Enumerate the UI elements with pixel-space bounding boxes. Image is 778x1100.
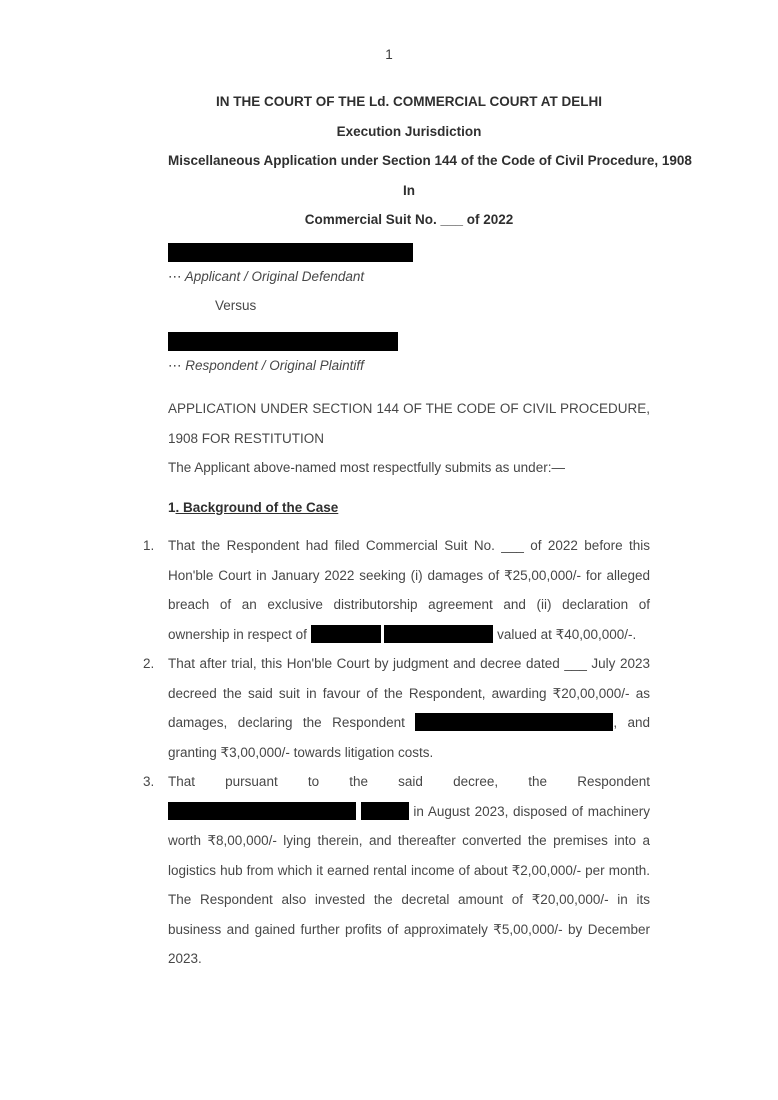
page-number: 1 (385, 47, 393, 62)
numbered-paragraphs (143, 531, 651, 974)
inline-redaction-bar (361, 802, 409, 820)
paragraph-3-text: That pursuant to the said decree, the Respondent in August 2023, disposed of machinery worth ₹8,00,000/- lying therein, and thereafter converted the premises into a logistics hub from which it earned rental income of about ₹2,00,000/- per month. The Respondent also invested the decretal amount of ₹20,00,000/- in its business and gained further profits of approximately ₹5,00,000/- by December 2023. (168, 774, 650, 966)
inline-redaction-bar (311, 625, 381, 643)
paragraph-2 (143, 649, 651, 767)
section-heading-number: 1 (168, 499, 176, 515)
paragraph-1-text: That the Respondent had filed Commercial Suit No. ___ of 2022 before this Hon'ble Court in January 2022 seeking (i) damages of ₹25,00,000/- for alleged breach of an exclusive distributorship agreement and (ii) declaration of ownership in respect of valued at ₹40,00,000/-. (168, 538, 650, 642)
paragraph-3 (143, 767, 650, 974)
jurisdiction-title: Execution Jurisdiction (336, 123, 482, 139)
document-header (168, 87, 692, 235)
applicant-name-redaction-bar (168, 243, 413, 262)
paragraph-2-number: 2. (143, 656, 155, 671)
submission-line: The Applicant above-named most respectfully submits as under:— (168, 460, 565, 475)
section-heading-background (168, 493, 650, 523)
respondent-name-redaction-bar (168, 332, 398, 351)
paragraph-1-number: 1. (143, 538, 155, 553)
respondent-caption: ⋯ Respondent / Original Plaintiff (168, 357, 364, 373)
inline-redaction-bar (415, 713, 613, 731)
paragraph-1 (143, 531, 650, 649)
inline-redaction-bar (168, 802, 356, 820)
in-word: In (403, 182, 415, 198)
section-heading-title: . Background of the Case (175, 499, 339, 515)
application-heading: APPLICATION UNDER SECTION 144 OF THE CODE OF CIVIL PROCEDURE, 1908 FOR RESTITUTION (168, 401, 650, 446)
suit-number-title: Commercial Suit No. ___ of 2022 (304, 212, 514, 227)
versus-label: Versus (215, 298, 257, 313)
court-title: IN THE COURT OF THE Ld. COMMERCIAL COURT AT DELHI (216, 94, 602, 109)
applicant-caption: ⋯ Applicant / Original Defendant (168, 268, 365, 284)
paragraph-2-text: That after trial, this Hon'ble Court by judgment and decree dated ___ July 2023 decreed the said suit in favour of the Respondent, awarding ₹20,00,000/- as damages, declaring the Respondent , and granting ₹3,00,000/- towards litigation costs. (168, 656, 651, 760)
inline-redaction-bar (384, 625, 493, 643)
parties-block (168, 243, 650, 381)
paragraph-3-number: 3. (143, 774, 155, 789)
application-title: Miscellaneous Application under Section 144 of the Code of Civil Procedure, 1908 (168, 153, 692, 168)
